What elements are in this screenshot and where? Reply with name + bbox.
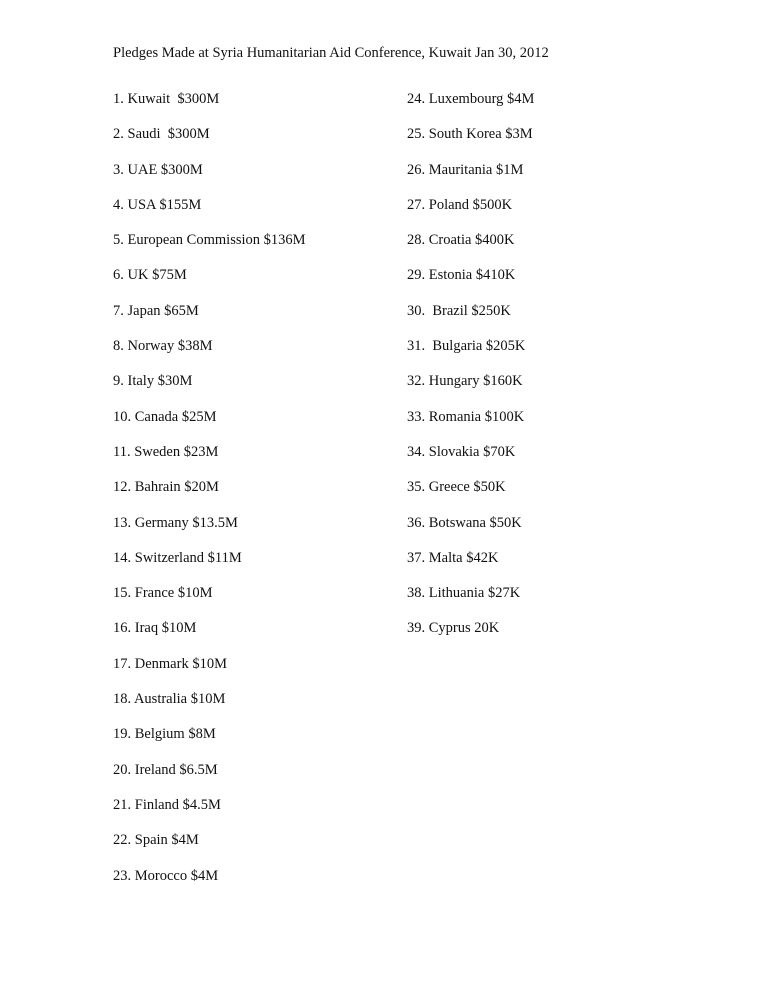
pledge-item: 33. Romania $100K	[407, 408, 525, 425]
pledge-item: 10. Canada $25M	[113, 408, 217, 425]
pledge-item: 35. Greece $50K	[407, 479, 506, 496]
pledge-item: 32. Hungary $160K	[407, 373, 523, 390]
pledge-item: 8. Norway $38M	[113, 338, 213, 355]
pledge-item: 22. Spain $4M	[113, 832, 199, 849]
pledge-item: 19. Belgium $8M	[113, 726, 216, 743]
pledge-item: 11. Sweden $23M	[113, 443, 219, 460]
pledge-list-right	[407, 89, 534, 654]
pledge-item: 9. Italy $30M	[113, 373, 193, 390]
pledge-item: 18. Australia $10M	[113, 691, 226, 708]
pledge-item: 24. Luxembourg $4M	[407, 91, 535, 107]
pledge-item: 39. Cyprus 20K	[407, 620, 500, 637]
pledge-item: 4. USA $155M	[113, 196, 202, 213]
pledge-item: 16. Iraq $10M	[113, 620, 197, 637]
pledge-item: 25. South Korea $3M	[407, 126, 533, 143]
pledge-item: 20. Ireland $6.5M	[113, 761, 218, 778]
pledge-item: 30. Brazil $250K	[407, 302, 511, 319]
document-title: Pledges Made at Syria Humanitarian Aid Conference, Kuwait Jan 30, 2012	[113, 45, 549, 61]
pledge-item: 29. Estonia $410K	[407, 267, 516, 284]
pledge-item: 37. Malta $42K	[407, 549, 499, 566]
pledge-item: 13. Germany $13.5M	[113, 514, 238, 531]
pledge-item: 5. European Commission $136M	[113, 232, 306, 249]
pledge-item: 3. UAE $300M	[113, 161, 203, 178]
pledge-item: 31. Bulgaria $205K	[407, 338, 526, 355]
pledge-item: 34. Slovakia $70K	[407, 443, 516, 460]
pledge-item: 14. Switzerland $11M	[113, 549, 242, 566]
pledge-item: 36. Botswana $50K	[407, 514, 522, 531]
pledge-item: 26. Mauritania $1M	[407, 161, 524, 178]
pledge-item: 17. Denmark $10M	[113, 655, 227, 672]
pledge-item: 12. Bahrain $20M	[113, 479, 219, 496]
pledge-item: 27. Poland $500K	[407, 196, 513, 213]
pledge-item: 15. France $10M	[113, 585, 213, 602]
pledge-item: 7. Japan $65M	[113, 302, 199, 319]
pledge-item: 1. Kuwait $300M	[113, 91, 220, 107]
pledge-item: 2. Saudi $300M	[113, 126, 210, 143]
pledge-item: 21. Finland $4.5M	[113, 796, 221, 813]
pledge-item: 6. UK $75M	[113, 267, 187, 284]
pledge-item: 23. Morocco $4M	[113, 867, 219, 884]
pledge-item: 38. Lithuania $27K	[407, 585, 521, 602]
pledge-list-left	[113, 89, 306, 901]
pledge-item: 28. Croatia $400K	[407, 232, 515, 249]
